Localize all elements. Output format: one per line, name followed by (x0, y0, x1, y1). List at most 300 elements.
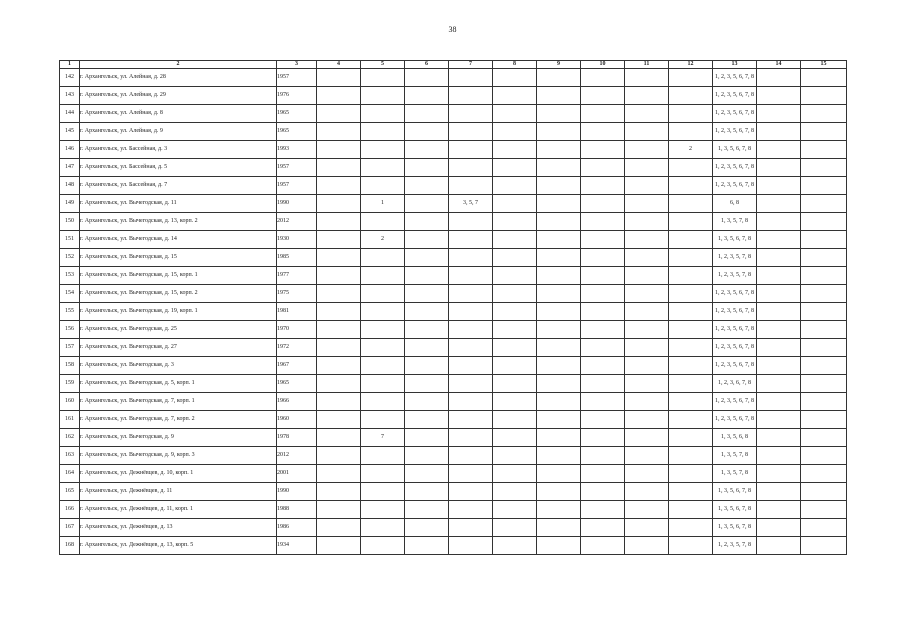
row-number: 153 (60, 267, 80, 285)
column-header: 4 (317, 61, 361, 69)
row-year: 1981 (277, 303, 317, 321)
row-col-11 (625, 123, 669, 141)
row-col-13: 1, 3, 5, 6, 7, 8 (713, 141, 757, 159)
row-col-7 (449, 285, 493, 303)
row-address: г. Архангельск, ул. Вычегодская, д. 15 (80, 249, 277, 267)
row-address: г. Архангельск, ул. Вычегодская, д. 14 (80, 231, 277, 249)
table-row (60, 69, 847, 87)
row-col-13: 1, 2, 3, 5, 7, 8 (713, 249, 757, 267)
column-header: 3 (277, 61, 317, 69)
column-header: 2 (80, 61, 277, 69)
row-year: 1930 (277, 231, 317, 249)
table-row (60, 231, 847, 249)
row-number: 157 (60, 339, 80, 357)
row-col-11 (625, 87, 669, 105)
row-address: г. Архангельск, ул. Бассейная, д. 3 (80, 141, 277, 159)
row-col-4 (317, 267, 361, 285)
row-col-4 (317, 141, 361, 159)
row-col-8 (493, 105, 537, 123)
row-year: 1966 (277, 393, 317, 411)
row-col-10 (581, 375, 625, 393)
row-year: 1967 (277, 357, 317, 375)
row-col-13: 1, 3, 5, 7, 8 (713, 213, 757, 231)
row-col-15 (801, 123, 847, 141)
row-year: 1977 (277, 267, 317, 285)
row-col-15 (801, 177, 847, 195)
row-col-9 (537, 465, 581, 483)
row-col-10 (581, 285, 625, 303)
row-number: 156 (60, 321, 80, 339)
row-col-6 (405, 321, 449, 339)
row-year: 1965 (277, 123, 317, 141)
row-col-10 (581, 447, 625, 465)
row-col-12 (669, 87, 713, 105)
row-col-14 (757, 537, 801, 555)
row-col-12 (669, 483, 713, 501)
row-col-7 (449, 375, 493, 393)
row-col-5 (361, 69, 405, 87)
row-col-11 (625, 483, 669, 501)
row-col-14 (757, 321, 801, 339)
row-col-9 (537, 393, 581, 411)
row-col-15 (801, 321, 847, 339)
row-col-14 (757, 141, 801, 159)
row-col-14 (757, 105, 801, 123)
row-number: 146 (60, 141, 80, 159)
row-col-10 (581, 357, 625, 375)
row-col-8 (493, 249, 537, 267)
table-row (60, 429, 847, 447)
row-col-15 (801, 267, 847, 285)
row-col-10 (581, 105, 625, 123)
row-year: 1960 (277, 411, 317, 429)
row-col-15 (801, 483, 847, 501)
row-col-14 (757, 501, 801, 519)
row-col-7 (449, 159, 493, 177)
row-col-9 (537, 177, 581, 195)
row-col-7: 3, 5, 7 (449, 195, 493, 213)
table-row (60, 501, 847, 519)
row-col-15 (801, 303, 847, 321)
table-row (60, 519, 847, 537)
row-col-7 (449, 267, 493, 285)
row-col-12 (669, 105, 713, 123)
row-col-13: 1, 2, 3, 5, 6, 7, 8 (713, 159, 757, 177)
row-col-6 (405, 393, 449, 411)
row-col-13: 1, 2, 3, 5, 6, 7, 8 (713, 123, 757, 141)
row-col-12 (669, 429, 713, 447)
row-col-9 (537, 105, 581, 123)
row-col-8 (493, 483, 537, 501)
table-row (60, 249, 847, 267)
row-col-9 (537, 321, 581, 339)
row-col-13: 1, 3, 5, 6, 8 (713, 429, 757, 447)
row-col-8 (493, 447, 537, 465)
row-col-15 (801, 339, 847, 357)
row-col-4 (317, 285, 361, 303)
row-col-13: 1, 3, 5, 6, 7, 8 (713, 483, 757, 501)
row-col-13: 1, 3, 5, 7, 8 (713, 465, 757, 483)
row-col-14 (757, 303, 801, 321)
row-address: г. Архангельск, ул. Вычегодская, д. 5, корп. 1 (80, 375, 277, 393)
row-col-10 (581, 213, 625, 231)
row-col-6 (405, 357, 449, 375)
row-col-7 (449, 519, 493, 537)
row-col-10 (581, 177, 625, 195)
row-col-7 (449, 483, 493, 501)
row-col-15 (801, 537, 847, 555)
row-year: 1975 (277, 285, 317, 303)
row-address: г. Архангельск, ул. Вычегодская, д. 19, корп. 1 (80, 303, 277, 321)
row-col-6 (405, 105, 449, 123)
row-address: г. Архангельск, ул. Алейная, д. 8 (80, 105, 277, 123)
row-col-12 (669, 393, 713, 411)
row-number: 144 (60, 105, 80, 123)
row-col-9 (537, 87, 581, 105)
row-col-5 (361, 519, 405, 537)
row-col-14 (757, 429, 801, 447)
column-header: 9 (537, 61, 581, 69)
row-col-13: 1, 2, 3, 5, 6, 7, 8 (713, 357, 757, 375)
row-col-5 (361, 213, 405, 231)
row-col-5 (361, 87, 405, 105)
row-col-7 (449, 429, 493, 447)
row-col-4 (317, 375, 361, 393)
row-col-4 (317, 483, 361, 501)
table-row (60, 357, 847, 375)
row-col-13: 1, 2, 3, 5, 6, 7, 8 (713, 411, 757, 429)
row-col-11 (625, 519, 669, 537)
row-col-15 (801, 429, 847, 447)
row-col-7 (449, 303, 493, 321)
row-col-11 (625, 159, 669, 177)
row-col-7 (449, 249, 493, 267)
row-col-6 (405, 249, 449, 267)
row-col-8 (493, 501, 537, 519)
row-address: г. Архангельск, ул. Дежнёвцев, д. 13 (80, 519, 277, 537)
row-col-5 (361, 141, 405, 159)
row-col-9 (537, 213, 581, 231)
column-header: 6 (405, 61, 449, 69)
row-col-6 (405, 231, 449, 249)
row-year: 1986 (277, 519, 317, 537)
table-row (60, 537, 847, 555)
row-col-8 (493, 213, 537, 231)
row-col-8 (493, 303, 537, 321)
row-number: 154 (60, 285, 80, 303)
row-address: г. Архангельск, ул. Вычегодская, д. 7, корп. 1 (80, 393, 277, 411)
row-col-11 (625, 231, 669, 249)
row-col-5: 1 (361, 195, 405, 213)
row-address: г. Архангельск, ул. Вычегодская, д. 25 (80, 321, 277, 339)
row-col-5 (361, 357, 405, 375)
row-col-7 (449, 537, 493, 555)
row-col-14 (757, 195, 801, 213)
row-col-10 (581, 429, 625, 447)
column-header: 11 (625, 61, 669, 69)
row-col-7 (449, 87, 493, 105)
row-col-4 (317, 465, 361, 483)
row-address: г. Архангельск, ул. Вычегодская, д. 9, корп. 3 (80, 447, 277, 465)
row-col-15 (801, 105, 847, 123)
row-year: 2012 (277, 447, 317, 465)
row-address: г. Архангельск, ул. Бассейная, д. 5 (80, 159, 277, 177)
row-col-5 (361, 393, 405, 411)
row-col-12 (669, 177, 713, 195)
row-col-4 (317, 447, 361, 465)
row-year: 1970 (277, 321, 317, 339)
row-col-9 (537, 429, 581, 447)
column-header: 1 (60, 61, 80, 69)
row-year: 1972 (277, 339, 317, 357)
row-number: 147 (60, 159, 80, 177)
row-col-8 (493, 285, 537, 303)
row-col-8 (493, 411, 537, 429)
table-row (60, 303, 847, 321)
row-address: г. Архангельск, ул. Бассейная, д. 7 (80, 177, 277, 195)
row-col-7 (449, 321, 493, 339)
row-col-10 (581, 267, 625, 285)
row-col-11 (625, 375, 669, 393)
row-col-10 (581, 69, 625, 87)
row-number: 164 (60, 465, 80, 483)
row-col-14 (757, 411, 801, 429)
row-col-15 (801, 519, 847, 537)
row-number: 162 (60, 429, 80, 447)
row-col-11 (625, 105, 669, 123)
row-col-11 (625, 465, 669, 483)
row-col-8 (493, 159, 537, 177)
row-col-6 (405, 375, 449, 393)
row-address: г. Архангельск, ул. Алейная, д. 9 (80, 123, 277, 141)
row-col-10 (581, 231, 625, 249)
row-col-10 (581, 519, 625, 537)
row-col-14 (757, 87, 801, 105)
row-col-12 (669, 339, 713, 357)
column-header: 15 (801, 61, 847, 69)
row-col-10 (581, 249, 625, 267)
row-col-15 (801, 357, 847, 375)
row-col-13: 1, 2, 3, 5, 7, 8 (713, 267, 757, 285)
row-col-4 (317, 429, 361, 447)
row-year: 2001 (277, 465, 317, 483)
row-col-9 (537, 411, 581, 429)
row-col-6 (405, 213, 449, 231)
row-address: г. Архангельск, ул. Вычегодская, д. 15, корп. 2 (80, 285, 277, 303)
row-address: г. Архангельск, ул. Дежнёвцев, д. 11, корп. 1 (80, 501, 277, 519)
row-col-14 (757, 339, 801, 357)
row-col-8 (493, 177, 537, 195)
row-col-6 (405, 537, 449, 555)
row-col-10 (581, 501, 625, 519)
row-col-13: 1, 2, 3, 5, 6, 7, 8 (713, 321, 757, 339)
table-row (60, 285, 847, 303)
row-col-15 (801, 411, 847, 429)
row-col-10 (581, 465, 625, 483)
row-col-4 (317, 69, 361, 87)
row-address: г. Архангельск, ул. Вычегодская, д. 3 (80, 357, 277, 375)
row-address: г. Архангельск, ул. Вычегодская, д. 13, корп. 2 (80, 213, 277, 231)
row-col-14 (757, 357, 801, 375)
row-col-5 (361, 339, 405, 357)
row-col-7 (449, 501, 493, 519)
table-row (60, 267, 847, 285)
row-col-4 (317, 195, 361, 213)
row-year: 1965 (277, 105, 317, 123)
row-col-14 (757, 123, 801, 141)
row-col-8 (493, 195, 537, 213)
row-col-12 (669, 123, 713, 141)
row-year: 1993 (277, 141, 317, 159)
table-row (60, 195, 847, 213)
row-col-11 (625, 285, 669, 303)
row-year: 1957 (277, 69, 317, 87)
row-col-13: 1, 3, 5, 6, 7, 8 (713, 519, 757, 537)
row-col-12 (669, 159, 713, 177)
row-col-5 (361, 159, 405, 177)
row-col-5: 2 (361, 231, 405, 249)
row-address: г. Архангельск, ул. Алейная, д. 28 (80, 69, 277, 87)
row-col-7 (449, 411, 493, 429)
row-col-14 (757, 177, 801, 195)
table-row (60, 213, 847, 231)
row-col-6 (405, 339, 449, 357)
row-col-8 (493, 321, 537, 339)
row-col-13: 1, 2, 3, 5, 6, 7, 8 (713, 177, 757, 195)
row-col-5 (361, 465, 405, 483)
row-col-11 (625, 357, 669, 375)
row-col-6 (405, 303, 449, 321)
row-col-5 (361, 285, 405, 303)
row-col-11 (625, 501, 669, 519)
row-col-15 (801, 465, 847, 483)
row-col-11 (625, 537, 669, 555)
row-col-12 (669, 285, 713, 303)
row-address: г. Архангельск, ул. Вычегодская, д. 27 (80, 339, 277, 357)
table-row (60, 375, 847, 393)
row-col-4 (317, 321, 361, 339)
row-col-15 (801, 393, 847, 411)
row-col-14 (757, 393, 801, 411)
row-col-6 (405, 447, 449, 465)
row-col-9 (537, 69, 581, 87)
row-address: г. Архангельск, ул. Вычегодская, д. 7, корп. 2 (80, 411, 277, 429)
row-col-4 (317, 501, 361, 519)
row-col-13: 1, 2, 3, 5, 6, 7, 8 (713, 87, 757, 105)
row-col-10 (581, 303, 625, 321)
row-col-15 (801, 87, 847, 105)
row-col-10 (581, 537, 625, 555)
row-col-12 (669, 537, 713, 555)
row-col-5: 7 (361, 429, 405, 447)
row-col-8 (493, 465, 537, 483)
row-col-12 (669, 303, 713, 321)
row-number: 161 (60, 411, 80, 429)
row-col-14 (757, 159, 801, 177)
row-col-14 (757, 213, 801, 231)
row-col-11 (625, 177, 669, 195)
row-col-15 (801, 141, 847, 159)
row-col-6 (405, 159, 449, 177)
table-row (60, 447, 847, 465)
row-col-5 (361, 321, 405, 339)
row-address: г. Архангельск, ул. Вычегодская, д. 11 (80, 195, 277, 213)
row-col-13: 1, 3, 5, 6, 7, 8 (713, 501, 757, 519)
row-col-11 (625, 393, 669, 411)
row-col-14 (757, 375, 801, 393)
row-year: 1934 (277, 537, 317, 555)
table-row (60, 105, 847, 123)
row-col-15 (801, 159, 847, 177)
row-col-13: 6, 8 (713, 195, 757, 213)
row-year: 1990 (277, 483, 317, 501)
row-col-7 (449, 141, 493, 159)
row-year: 1965 (277, 375, 317, 393)
column-header: 7 (449, 61, 493, 69)
row-col-6 (405, 177, 449, 195)
row-col-9 (537, 231, 581, 249)
row-col-11 (625, 339, 669, 357)
row-col-5 (361, 105, 405, 123)
table-row (60, 339, 847, 357)
row-col-9 (537, 447, 581, 465)
row-col-5 (361, 123, 405, 141)
row-col-8 (493, 231, 537, 249)
row-col-4 (317, 519, 361, 537)
row-col-9 (537, 357, 581, 375)
row-col-10 (581, 195, 625, 213)
table-row (60, 159, 847, 177)
row-col-11 (625, 447, 669, 465)
header-row (60, 61, 847, 69)
row-col-7 (449, 357, 493, 375)
row-col-14 (757, 483, 801, 501)
row-col-4 (317, 87, 361, 105)
page-number: 38 (448, 25, 457, 34)
table-row (60, 321, 847, 339)
row-col-5 (361, 483, 405, 501)
row-col-12 (669, 465, 713, 483)
row-col-7 (449, 123, 493, 141)
row-col-9 (537, 501, 581, 519)
row-col-7 (449, 465, 493, 483)
row-col-9 (537, 159, 581, 177)
row-col-10 (581, 393, 625, 411)
row-col-9 (537, 141, 581, 159)
table-row (60, 393, 847, 411)
row-col-11 (625, 429, 669, 447)
row-col-10 (581, 483, 625, 501)
row-col-9 (537, 267, 581, 285)
table-row (60, 483, 847, 501)
row-col-14 (757, 447, 801, 465)
row-col-6 (405, 141, 449, 159)
row-address: г. Архангельск, ул. Вычегодская, д. 15, корп. 1 (80, 267, 277, 285)
row-col-15 (801, 501, 847, 519)
row-col-14 (757, 465, 801, 483)
row-col-13: 1, 2, 3, 5, 7, 8 (713, 537, 757, 555)
row-col-4 (317, 339, 361, 357)
row-number: 155 (60, 303, 80, 321)
row-col-14 (757, 519, 801, 537)
table-row (60, 87, 847, 105)
row-col-5 (361, 303, 405, 321)
row-col-6 (405, 411, 449, 429)
row-col-13: 1, 3, 5, 7, 8 (713, 447, 757, 465)
row-col-4 (317, 177, 361, 195)
row-col-15 (801, 285, 847, 303)
row-year: 2012 (277, 213, 317, 231)
